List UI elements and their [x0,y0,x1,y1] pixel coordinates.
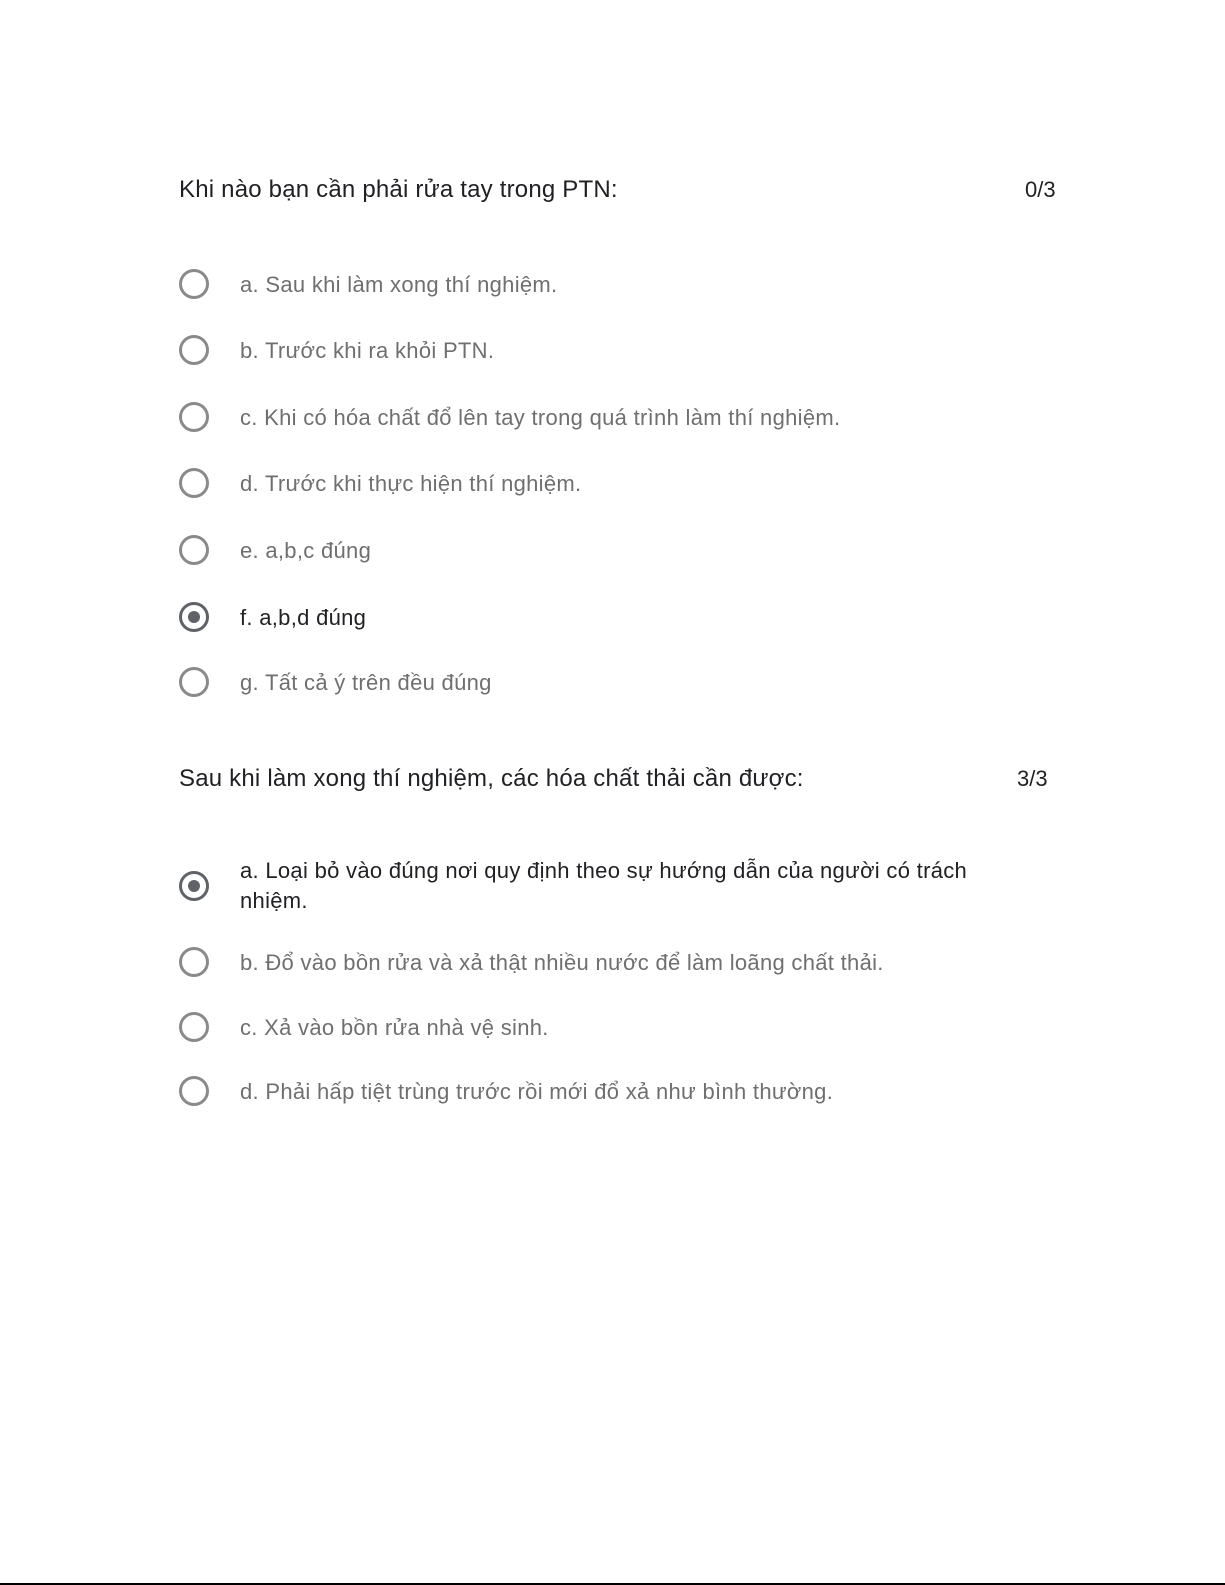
question-card-2 [179,764,1064,1104]
radio-button[interactable] [179,402,209,432]
question-score: 0/3 [1025,177,1056,202]
option-label: b. Trước khi ra khỏi PTN. [240,338,495,363]
option-label: g. Tất cả ý trên đều đúng [240,670,492,695]
radio-button[interactable] [179,535,209,565]
question-score: 3/3 [1017,766,1048,791]
question-header [179,175,1064,211]
radio-button[interactable] [179,947,209,977]
question-header [179,764,1064,800]
radio-button[interactable] [179,1076,209,1106]
option-label: f. a,b,d đúng [240,605,367,630]
option-label: b. Đổ vào bồn rửa và xả thật nhiều nước để làm loãng chất thải. [240,950,884,975]
radio-button[interactable] [179,335,209,365]
radio-button[interactable] [179,468,209,498]
question-title: Sau khi làm xong thí nghiệm, các hóa chất thải cần được: [179,765,804,792]
radio-button-selected[interactable] [179,602,209,632]
radio-button-selected[interactable] [179,871,209,901]
option-label: c. Xả vào bồn rửa nhà vệ sinh. [240,1015,549,1040]
option-label: e. a,b,c đúng [240,538,372,563]
radio-button[interactable] [179,269,209,299]
radio-button[interactable] [179,667,209,697]
option-label: c. Khi có hóa chất đổ lên tay trong quá trình làm thí nghiệm. [240,405,841,430]
option-label: d. Trước khi thực hiện thí nghiệm. [240,471,582,496]
question-card-1 [179,175,1064,695]
option-label: d. Phải hấp tiệt trùng trước rồi mới đổ xả như bình thường. [240,1079,834,1104]
option-label: a. Sau khi làm xong thí nghiệm. [240,272,558,297]
question-title: Khi nào bạn cần phải rửa tay trong PTN: [179,176,618,203]
radio-button[interactable] [179,1012,209,1042]
option-label: a. Loại bỏ vào đúng nơi quy định theo sự hướng dẫn của người có trách nhiệm. [240,858,968,913]
